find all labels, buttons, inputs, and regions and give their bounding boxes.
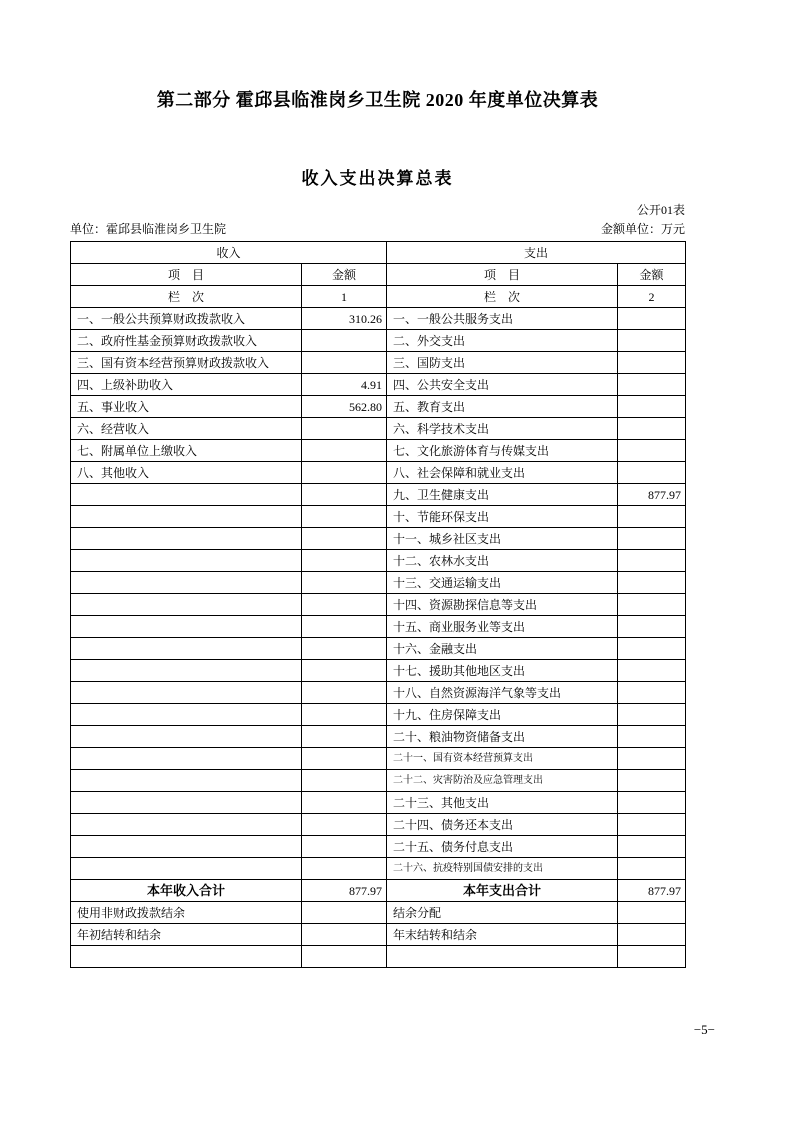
table-row <box>71 374 686 396</box>
income-item-header: 项 目 <box>71 264 302 286</box>
income-section-header: 收入 <box>71 242 387 264</box>
income-item-cell: 七、附属单位上缴收入 <box>71 440 302 462</box>
expense-amount-cell <box>618 374 686 396</box>
income-item-cell <box>71 726 302 748</box>
table-row <box>71 704 686 726</box>
income-amount-cell <box>302 902 387 924</box>
income-item-cell: 二、政府性基金预算财政拨款收入 <box>71 330 302 352</box>
expense-item-cell: 一、一般公共服务支出 <box>387 308 618 330</box>
expense-amount-cell <box>618 616 686 638</box>
expense-item-cell: 三、国防支出 <box>387 352 618 374</box>
expense-item-cell: 二十四、债务还本支出 <box>387 814 618 836</box>
income-amount-cell <box>302 792 387 814</box>
expense-item-cell: 十、节能环保支出 <box>387 506 618 528</box>
expense-item-cell: 二十二、灾害防治及应急管理支出 <box>387 770 618 792</box>
income-amount-cell <box>302 594 387 616</box>
expense-amount-cell <box>618 902 686 924</box>
income-amount-cell <box>302 616 387 638</box>
expense-index-header: 栏 次 <box>387 286 618 308</box>
expense-item-header: 项 目 <box>387 264 618 286</box>
expense-item-cell: 六、科学技术支出 <box>387 418 618 440</box>
income-item-cell <box>71 638 302 660</box>
expense-item-cell: 八、社会保障和就业支出 <box>387 462 618 484</box>
table-row <box>71 770 686 792</box>
income-item-cell: 八、其他收入 <box>71 462 302 484</box>
income-item-cell <box>71 528 302 550</box>
income-amount-cell: 310.26 <box>302 308 387 330</box>
income-index-value: 1 <box>302 286 387 308</box>
income-item-cell: 本年收入合计 <box>71 880 302 902</box>
income-item-cell <box>71 484 302 506</box>
income-item-cell <box>71 594 302 616</box>
income-item-cell <box>71 858 302 880</box>
expense-item-cell: 二十五、债务付息支出 <box>387 836 618 858</box>
table-row <box>71 946 686 968</box>
income-item-cell <box>71 660 302 682</box>
income-amount-cell: 877.97 <box>302 880 387 902</box>
income-item-cell <box>71 704 302 726</box>
income-amount-cell <box>302 726 387 748</box>
income-amount-cell <box>302 770 387 792</box>
table-number: 公开01表 <box>636 203 685 217</box>
expense-amount-cell <box>618 440 686 462</box>
column-header-row <box>71 264 686 286</box>
table-title: 收入支出决算总表 <box>301 169 454 188</box>
income-item-cell <box>71 550 302 572</box>
income-item-cell <box>71 682 302 704</box>
income-amount-cell <box>302 946 387 968</box>
table-row <box>71 902 686 924</box>
income-item-cell: 四、上级补助收入 <box>71 374 302 396</box>
income-item-cell <box>71 748 302 770</box>
income-item-cell <box>71 814 302 836</box>
income-amount-cell <box>302 924 387 946</box>
expense-item-cell: 十二、农林水支出 <box>387 550 618 572</box>
income-amount-cell <box>302 660 387 682</box>
table-row <box>71 572 686 594</box>
expense-item-cell: 十五、商业服务业等支出 <box>387 616 618 638</box>
table-row <box>71 814 686 836</box>
income-amount-cell <box>302 836 387 858</box>
expense-item-cell: 二十、粮油物资储备支出 <box>387 726 618 748</box>
expense-amount-cell <box>618 726 686 748</box>
income-item-cell <box>71 792 302 814</box>
expense-item-cell: 七、文化旅游体育与传媒支出 <box>387 440 618 462</box>
income-amount-cell <box>302 440 387 462</box>
income-amount-cell <box>302 550 387 572</box>
table-row <box>71 726 686 748</box>
income-amount-cell <box>302 748 387 770</box>
expense-amount-cell <box>618 638 686 660</box>
expense-amount-cell <box>618 814 686 836</box>
expense-item-cell: 九、卫生健康支出 <box>387 484 618 506</box>
expense-amount-cell: 877.97 <box>618 880 686 902</box>
expense-amount-cell <box>618 792 686 814</box>
expense-amount-cell <box>618 594 686 616</box>
income-amount-cell <box>302 330 387 352</box>
section-header-row <box>71 242 686 264</box>
total-row <box>71 880 686 902</box>
expense-amount-cell <box>618 682 686 704</box>
income-item-cell <box>71 836 302 858</box>
expense-item-cell: 二、外交支出 <box>387 330 618 352</box>
income-item-cell <box>71 946 302 968</box>
table-row <box>71 924 686 946</box>
expense-item-cell: 结余分配 <box>387 902 618 924</box>
income-item-cell: 三、国有资本经营预算财政拨款收入 <box>71 352 302 374</box>
table-body <box>71 308 686 968</box>
expense-amount-cell <box>618 308 686 330</box>
expense-item-cell: 年末结转和结余 <box>387 924 618 946</box>
expense-amount-cell <box>618 572 686 594</box>
expense-index-value: 2 <box>618 286 686 308</box>
expense-amount-cell: 877.97 <box>618 484 686 506</box>
expense-amount-cell <box>618 946 686 968</box>
table-row <box>71 616 686 638</box>
table-row <box>71 792 686 814</box>
income-item-cell <box>71 616 302 638</box>
expense-item-cell: 十一、城乡社区支出 <box>387 528 618 550</box>
income-item-cell: 六、经营收入 <box>71 418 302 440</box>
table-row <box>71 836 686 858</box>
expense-amount-cell <box>618 550 686 572</box>
income-expense-table <box>70 241 686 968</box>
expense-amount-cell <box>618 770 686 792</box>
table-row <box>71 858 686 880</box>
table-row <box>71 550 686 572</box>
table-row <box>71 330 686 352</box>
income-amount-cell <box>302 682 387 704</box>
expense-amount-header: 金额 <box>618 264 686 286</box>
expense-amount-cell <box>618 748 686 770</box>
income-amount-cell <box>302 352 387 374</box>
income-amount-cell <box>302 506 387 528</box>
expense-amount-cell <box>618 660 686 682</box>
expense-amount-cell <box>618 396 686 418</box>
table-row <box>71 594 686 616</box>
expense-item-cell <box>387 946 618 968</box>
table-row <box>71 748 686 770</box>
expense-item-cell: 十三、交通运输支出 <box>387 572 618 594</box>
income-amount-cell <box>302 418 387 440</box>
expense-amount-cell <box>618 506 686 528</box>
expense-item-cell: 本年支出合计 <box>387 880 618 902</box>
table-row <box>71 440 686 462</box>
table-row <box>71 308 686 330</box>
income-amount-cell <box>302 528 387 550</box>
table-row <box>71 528 686 550</box>
income-amount-cell: 4.91 <box>302 374 387 396</box>
table-row <box>71 638 686 660</box>
table-row <box>71 682 686 704</box>
expense-amount-cell <box>618 836 686 858</box>
expense-item-cell: 十九、住房保障支出 <box>387 704 618 726</box>
income-amount-cell: 562.80 <box>302 396 387 418</box>
income-amount-cell <box>302 858 387 880</box>
income-amount-cell <box>302 572 387 594</box>
expense-item-cell: 十六、金融支出 <box>387 638 618 660</box>
expense-item-cell: 二十三、其他支出 <box>387 792 618 814</box>
table-row <box>71 506 686 528</box>
income-item-cell <box>71 506 302 528</box>
income-amount-cell <box>302 484 387 506</box>
table-row <box>71 352 686 374</box>
expense-amount-cell <box>618 352 686 374</box>
expense-item-cell: 十七、援助其他地区支出 <box>387 660 618 682</box>
expense-amount-cell <box>618 858 686 880</box>
income-amount-header: 金额 <box>302 264 387 286</box>
income-amount-cell <box>302 814 387 836</box>
income-item-cell: 使用非财政拨款结余 <box>71 902 302 924</box>
expense-amount-cell <box>618 704 686 726</box>
page-title: 第二部分 霍邱县临淮岗乡卫生院 2020 年度单位决算表 <box>156 90 599 110</box>
expense-amount-cell <box>618 330 686 352</box>
table-row <box>71 396 686 418</box>
table-row <box>71 660 686 682</box>
income-item-cell <box>71 770 302 792</box>
table-row <box>71 418 686 440</box>
expense-amount-cell <box>618 418 686 440</box>
page-number: −5− <box>693 1022 715 1037</box>
amount-unit-label: 金额单位：万元 <box>600 222 685 236</box>
expense-item-cell: 十四、资源勘探信息等支出 <box>387 594 618 616</box>
income-item-cell: 一、一般公共预算财政拨款收入 <box>71 308 302 330</box>
expense-amount-cell <box>618 924 686 946</box>
expense-item-cell: 二十一、国有资本经营预算支出 <box>387 748 618 770</box>
expense-section-header: 支出 <box>387 242 686 264</box>
income-item-cell: 五、事业收入 <box>71 396 302 418</box>
expense-amount-cell <box>618 528 686 550</box>
income-item-cell: 年初结转和结余 <box>71 924 302 946</box>
expense-amount-cell <box>618 462 686 484</box>
expense-item-cell: 五、教育支出 <box>387 396 618 418</box>
column-index-row <box>71 286 686 308</box>
income-amount-cell <box>302 462 387 484</box>
table-row <box>71 484 686 506</box>
income-item-cell <box>71 572 302 594</box>
income-amount-cell <box>302 704 387 726</box>
expense-item-cell: 四、公共安全支出 <box>387 374 618 396</box>
table-row <box>71 462 686 484</box>
expense-item-cell: 二十六、抗疫特别国债安排的支出 <box>387 858 618 880</box>
expense-item-cell: 十八、自然资源海洋气象等支出 <box>387 682 618 704</box>
unit-name-label: 单位：霍邱县临淮岗乡卫生院 <box>70 222 227 236</box>
meta-row <box>70 220 685 237</box>
income-index-header: 栏 次 <box>71 286 302 308</box>
income-amount-cell <box>302 638 387 660</box>
